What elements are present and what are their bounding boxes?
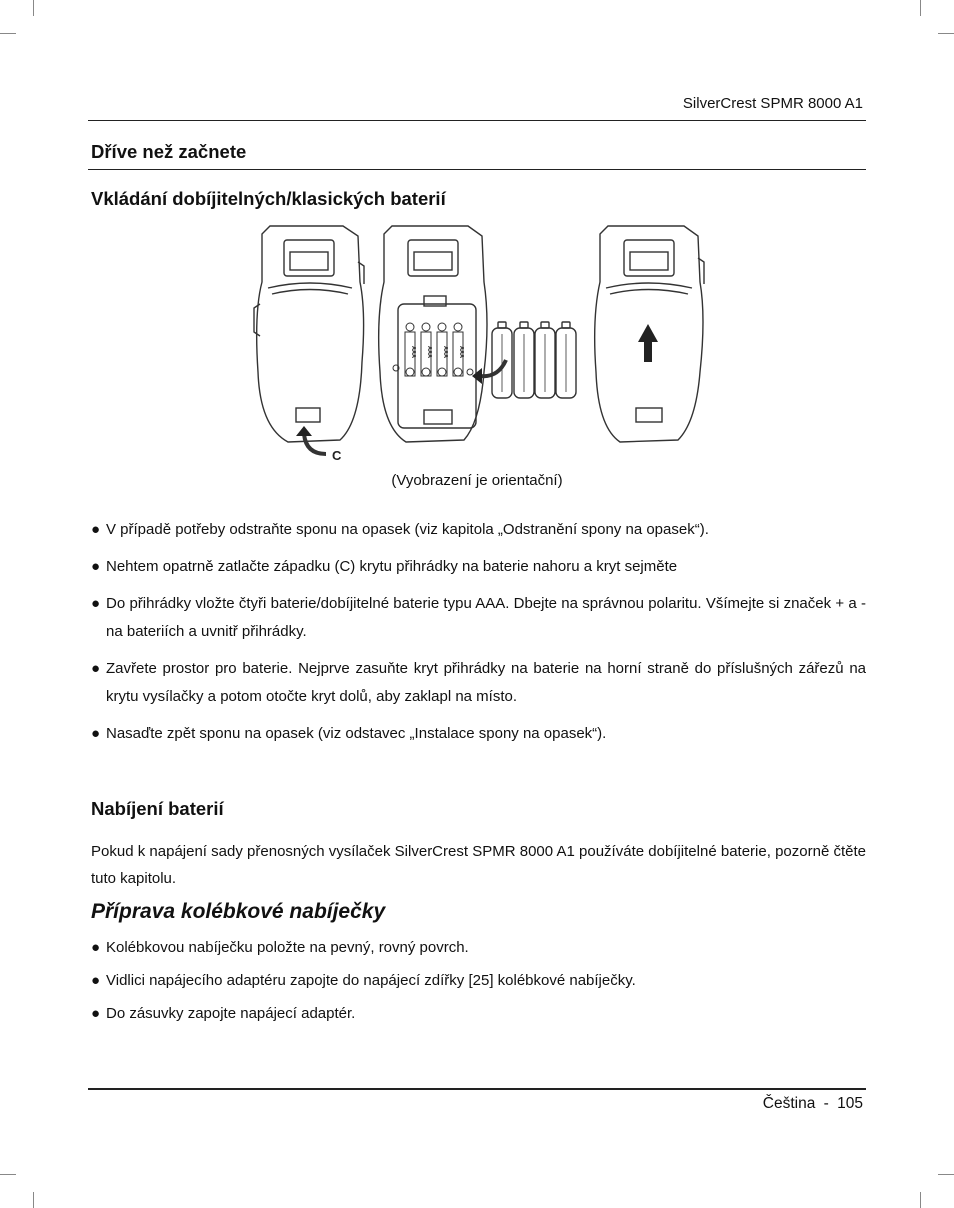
charging-paragraph: Pokud k napájení sady přenosných vysílaček SilverCrest SPMR 8000 A1 používáte dobíjitelné baterie, pozorně čtěte tuto kapitolu. <box>91 843 866 887</box>
page-number: 105 <box>837 1095 863 1112</box>
list-item: ● Zavřete prostor pro baterie. Nejprve zasuňte kryt přihrádky na baterie na horní straně do příslušných zářezů na krytu vysílačky a potom otočte kryt dolů, aby zaklapl na místo. <box>91 655 866 711</box>
crop-mark <box>920 0 921 16</box>
radio-open-compartment-illustration <box>379 226 487 442</box>
crop-mark <box>0 1174 16 1175</box>
list-item: ● Do přihrádky vložte čtyři baterie/dobíjitelné baterie typu AAA. Dbejte na správnou polaritu. Všímejte si značek + a - na bateriích a uvnitř přihrádky. <box>91 590 866 646</box>
list-item: ● Do zásuvky zapojte napájecí adaptér. <box>91 1000 866 1028</box>
footer-rule <box>88 1088 866 1090</box>
cradle-steps <box>91 934 866 1028</box>
crop-mark <box>33 0 34 16</box>
charging-title: Nabíjení baterií <box>91 798 224 819</box>
arrow-up-icon <box>638 324 658 362</box>
battery-label: AAA <box>410 346 416 358</box>
crop-mark <box>938 1174 954 1175</box>
bullet-icon: ● <box>91 521 101 538</box>
battery-label: AAA <box>442 346 448 358</box>
page-footer <box>763 1095 863 1113</box>
battery-label: AAA <box>426 346 432 358</box>
bullet-icon: ● <box>91 1005 101 1022</box>
bullet-icon: ● <box>91 972 101 989</box>
figure-label-c: C <box>332 448 342 463</box>
bullet-icon: ● <box>91 939 101 956</box>
list-item: ● Nehtem opatrně zatlačte západku (C) krytu přihrádky na baterie nahoru a kryt sejměte <box>91 553 866 581</box>
battery-label: AAA <box>458 346 464 358</box>
curved-arrow-icon <box>304 434 326 454</box>
bullet-icon: ● <box>91 595 101 612</box>
battery-insertion-figure <box>248 222 708 467</box>
battery-insert-title: Vkládání dobíjitelných/klasických baterií <box>91 188 446 209</box>
crop-mark <box>0 33 16 34</box>
list-item: ● Kolébkovou nabíječku položte na pevný, rovný povrch. <box>91 934 866 962</box>
cradle-title: Příprava kolébkové nabíječky <box>91 900 386 923</box>
bullet-icon: ● <box>91 660 101 677</box>
figure-caption: (Vyobrazení je orientační) <box>391 472 563 489</box>
list-item: ● V případě potřeby odstraňte sponu na opasek (viz kapitola „Odstranění spony na opasek“). <box>91 516 866 544</box>
crop-mark <box>33 1192 34 1208</box>
list-item: ● Vidlici napájecího adaptéru zapojte do napájecí zdířky [25] kolébkové nabíječky. <box>91 967 866 995</box>
battery-insert-steps <box>91 516 866 748</box>
header-product: SilverCrest SPMR 8000 A1 <box>682 95 863 112</box>
section-title: Dříve než začnete <box>91 141 247 162</box>
bullet-icon: ● <box>91 725 101 742</box>
footer-language: Čeština <box>762 1095 816 1112</box>
bullet-icon: ● <box>91 558 101 575</box>
list-item: ● Nasaďte zpět sponu na opasek (viz odstavec „Instalace spony na opasek“). <box>91 720 866 748</box>
radio-back-cover-illustration <box>254 226 364 442</box>
crop-mark <box>938 33 954 34</box>
section-rule <box>88 169 866 170</box>
header-rule <box>88 120 866 121</box>
footer-separator: - <box>823 1095 829 1112</box>
crop-mark <box>920 1192 921 1208</box>
